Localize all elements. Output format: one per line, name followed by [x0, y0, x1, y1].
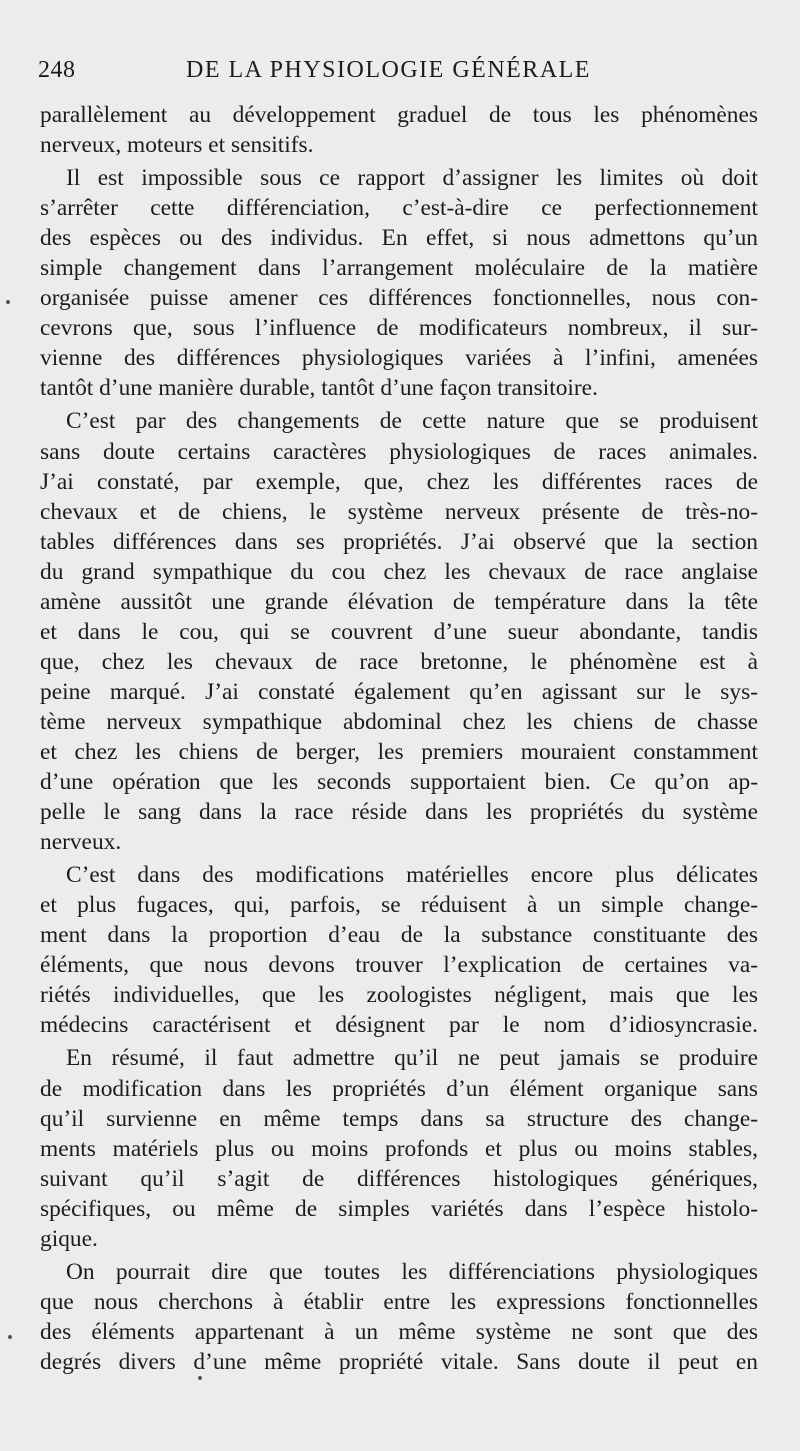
paragraph-6: [40, 1257, 758, 1377]
text-line: sans doute certains caractères physiologiques de races animales.: [40, 438, 758, 465]
paragraph-4: [40, 860, 758, 1040]
ink-speck: [6, 300, 10, 304]
text-line: que nous cherchons à établir entre les expressions fonctionnelles: [40, 1288, 758, 1315]
text-line: parallèlement au développement graduel de tous les phénomènes: [40, 102, 758, 128]
text-line: éléments, que nous devons trouver l’explication de certaines va-: [40, 952, 758, 979]
text-line: vienne des différences physiologiques variées à l’infini, amenées: [40, 345, 758, 372]
text-line: que, chez les chevaux de race bretonne, le phénomène est à: [40, 648, 758, 675]
text-line: pelle le sang dans la race réside dans les propriétés du système: [40, 799, 758, 826]
paragraph-3: [40, 406, 758, 857]
text-line: simple changement dans l’arrangement moléculaire de la matière: [40, 255, 758, 282]
text-line: et plus fugaces, qui, parfois, se réduisent à un simple change-: [40, 892, 758, 919]
text-line: suivant qu’il s’agit de différences histologiques génériques,: [40, 1165, 758, 1192]
text-line: s’arrêter cette différenciation, c’est-à-dire ce perfectionnement: [40, 195, 758, 222]
text-line: des espèces ou des individus. En effet, si nous admettons qu’un: [40, 225, 758, 252]
page-number: 248: [38, 57, 76, 83]
ink-speck: [198, 1376, 202, 1380]
text-line: qu’il survienne en même temps dans sa structure des change-: [40, 1105, 758, 1132]
paragraph-1: [40, 100, 758, 160]
text-line: C’est par des changements de cette nature que se produisent: [66, 408, 758, 435]
text-line: médecins caractérisent et désignent par le nom d’idiosyncrasie.: [40, 1012, 758, 1039]
text-line: chevaux et de chiens, le système nerveux présente de très-no-: [40, 498, 758, 525]
text-line: du grand sympathique du cou chez les chevaux de race anglaise: [40, 558, 758, 585]
text-line: En résumé, il faut admettre qu’il ne peut jamais se produire: [66, 1045, 758, 1072]
text-line: J’ai constaté, par exemple, que, chez les différentes races de: [40, 468, 758, 495]
text-line: C’est dans des modifications matérielles encore plus délicates: [66, 862, 758, 889]
text-line: de modification dans les propriétés d’un élément organique sans: [40, 1075, 758, 1102]
text-line: On pourrait dire que toutes les différenciations physiologiques: [66, 1258, 758, 1285]
text-line: tème nerveux sympathique abdominal chez les chiens de chasse: [40, 708, 758, 735]
text-line: d’une opération que les seconds supportaient bien. Ce qu’on ap-: [40, 769, 758, 796]
text-line: cevrons que, sous l’influence de modificateurs nombreux, il sur-: [40, 315, 758, 342]
text-line: amène aussitôt une grande élévation de température dans la tête: [40, 588, 758, 615]
paragraph-2: [40, 163, 758, 403]
ink-speck: [8, 1335, 12, 1339]
text-line: Il est impossible sous ce rapport d’assigner les limites où doit: [66, 165, 758, 192]
text-line: organisée puisse amener ces différences fonctionnelles, nous con-: [40, 285, 758, 312]
text-line: gique.: [40, 1225, 98, 1252]
paragraph-5: [40, 1043, 758, 1253]
text-line: ment dans la proportion d’eau de la substance constituante des: [40, 922, 758, 949]
running-title: DE LA PHYSIOLOGIE GÉNÉRALE: [186, 57, 591, 83]
text-line: riétés individuelles, que les zoologistes négligent, mais que les: [40, 982, 758, 1009]
text-line: et dans le cou, qui se couvrent d’une sueur abondante, tandis: [40, 618, 758, 645]
text-line: des éléments appartenant à un même système ne sont que des: [40, 1318, 758, 1345]
page-body: [40, 100, 758, 1377]
text-line: ments matériels plus ou moins profonds et plus ou moins stables,: [40, 1135, 758, 1162]
text-line: tantôt d’une manière durable, tantôt d’une façon transitoire.: [40, 375, 598, 402]
text-line: tables différences dans ses propriétés. J’ai observé que la section: [40, 528, 758, 555]
text-line: peine marqué. J’ai constaté également qu’en agissant sur le sys-: [40, 678, 758, 705]
text-line: nerveux, moteurs et sensitifs.: [40, 132, 314, 159]
text-line: nerveux.: [40, 829, 122, 856]
text-line: et chez les chiens de berger, les premiers mouraient constamment: [40, 738, 758, 765]
text-line: spécifiques, ou même de simples variétés dans l’espèce histolo-: [40, 1195, 758, 1222]
text-line: degrés divers d’une même propriété vitale. Sans doute il peut en: [40, 1348, 758, 1375]
